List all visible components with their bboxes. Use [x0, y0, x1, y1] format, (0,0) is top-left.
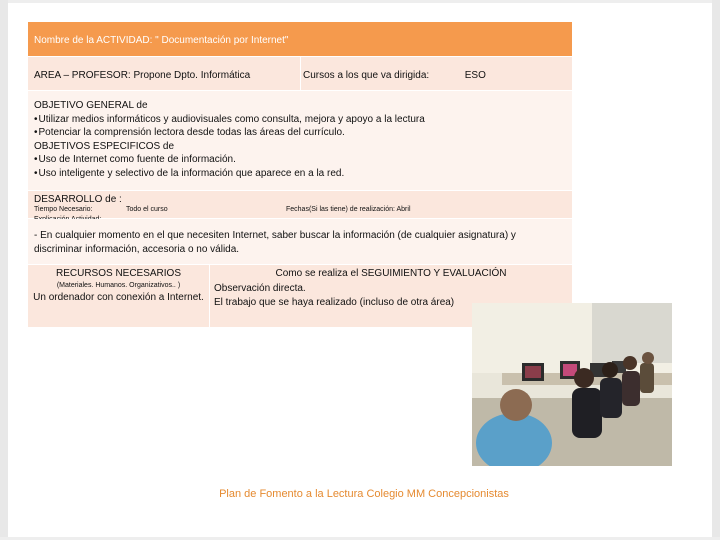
objetivo-general-heading: OBJETIVO GENERAL de: [34, 100, 148, 111]
cursos-label: Cursos a los que va dirigida:: [303, 70, 430, 81]
classroom-photo: [472, 303, 672, 466]
objetivos-cell: [28, 91, 572, 190]
fechas: Fechas(Si las tiene) de realización: Abril: [286, 206, 411, 213]
explicacion-text: - En cualquier momento en el que necesiten Internet, saber buscar la información (de cualquier asignatura) y discriminar información, accesoria o no válida.: [28, 219, 572, 264]
desarrollo-heading: DESARROLLO de :: [34, 194, 122, 205]
recursos-heading: RECURSOS NECESARIOS: [55, 268, 182, 279]
cursos-value: ESO: [464, 70, 486, 81]
footer-text: Plan de Fomento a la Lectura Colegio MM Concepcionistas: [219, 488, 509, 500]
classroom-photo-illustration: [472, 303, 672, 466]
objetivo-general-item: • Utilizar medios informáticos y audiovisuales como consulta, mejora y apoyo a la lectura: [34, 113, 566, 127]
objetivo-especifico-item: • Uso inteligente y selectivo de la información que aparece en a la red.: [34, 167, 566, 181]
objetivo-general-item: • Potenciar la comprensión lectora desde todas las áreas del currículo.: [34, 126, 566, 140]
recursos-sub: (Materiales. Humanos. Organizativos.. ): [56, 281, 181, 289]
recursos-value: Un ordenador con conexión a Internet.: [33, 291, 204, 303]
desarrollo-row: [34, 205, 566, 215]
area-profesor: AREA – PROFESOR: Propone Dpto. Informática: [28, 57, 300, 90]
objetivo-especifico-item: • Uso de Internet como fuente de información.: [34, 153, 566, 167]
objetivos-especificos-heading: OBJETIVOS ESPECIFICOS de: [34, 140, 175, 152]
seguimiento-line2: El trabajo que se haya realizado (incluso de otra área): [214, 297, 455, 308]
frame-right: [712, 0, 720, 540]
tiempo-value: Todo el curso: [126, 206, 168, 213]
cursos-cell: [301, 57, 572, 90]
seguimiento-line1: Observación directa.: [214, 282, 306, 294]
frame-top: [0, 0, 720, 3]
activity-title: Nombre de la ACTIVIDAD: " Documentación por Internet": [28, 22, 572, 56]
tiempo-label: Tiempo Necesario:: [34, 206, 93, 213]
desarrollo-cell: [28, 191, 572, 218]
recursos-cell: [28, 265, 209, 327]
seguimiento-heading: Como se realiza el SEGUIMIENTO Y EVALUACIÓN: [275, 268, 507, 279]
frame-left: [0, 0, 8, 540]
